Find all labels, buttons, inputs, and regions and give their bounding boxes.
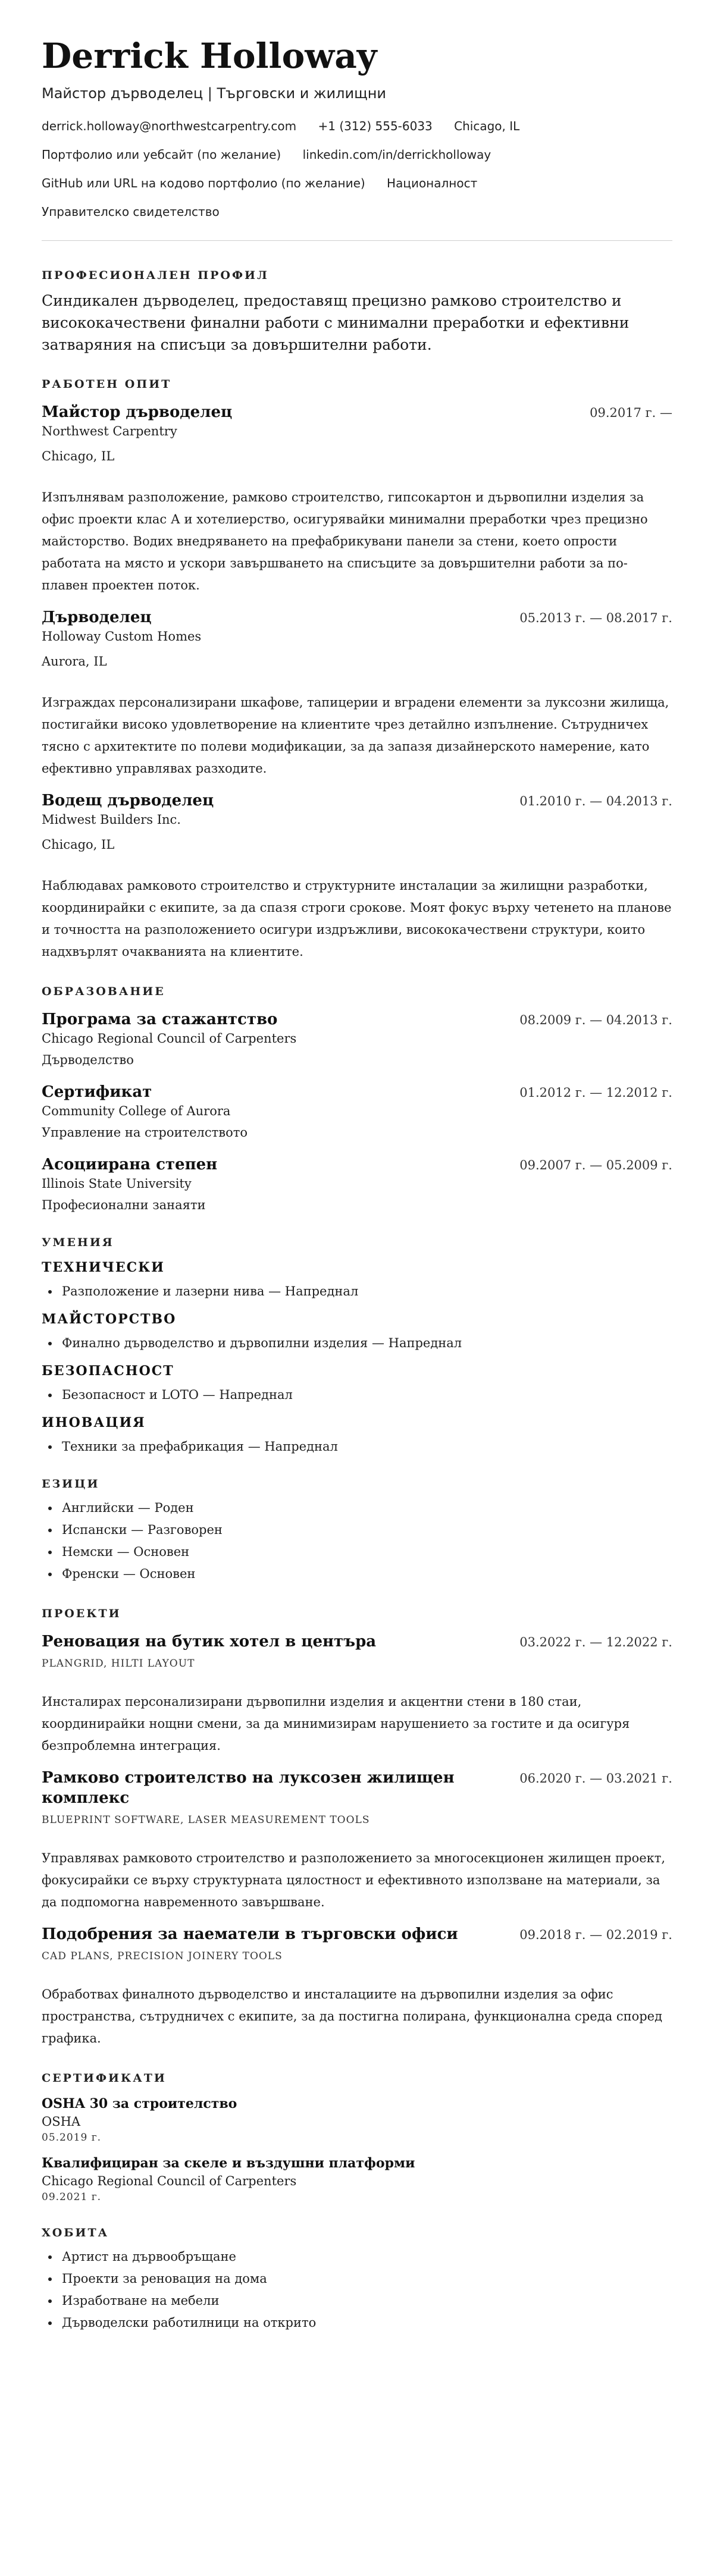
job-title: Водещ дърводелец	[42, 792, 214, 809]
experience-item	[42, 607, 672, 780]
email-link[interactable]: derrick.holloway@northwestcarpentry.com	[42, 119, 297, 133]
language-item: • Немски — Основен	[60, 1541, 672, 1563]
hobby-item: • Артист на дървообръщане	[60, 2246, 672, 2268]
certificates-heading: СЕРТИФИКАТИ	[42, 2072, 167, 2085]
job-location: Chicago, IL	[42, 837, 115, 852]
contact-row-3	[42, 175, 672, 192]
degree-title: Програма за стажантство	[42, 1011, 278, 1028]
skill-item: • Разположение и лазерни нива — Напреднал	[60, 1281, 672, 1303]
language-item: • Английски — Роден	[60, 1497, 672, 1519]
language-item: • Френски — Основен	[60, 1563, 672, 1585]
project-description: Инсталирах персонализирани дървопилни изделия и акцентни стени в 180 стаи, координирайки нощни смени, за да минимизирам нарушението за гостите и да осигуря безпроблемна интеграция.	[42, 1695, 630, 1753]
hobbies-list	[42, 2246, 672, 2334]
certificate-title: Квалифициран за скеле и въздушни платформи	[42, 2155, 415, 2171]
skill-category: ТЕХНИЧЕСКИ	[42, 1260, 165, 1275]
school-name: Chicago Regional Council of Carpenters	[42, 1031, 297, 1046]
experience-item	[42, 790, 672, 963]
certificate-date: 09.2021 г.	[42, 2191, 102, 2203]
experience-heading: РАБОТЕН ОПИТ	[42, 378, 172, 391]
job-title: Майстор дърводелец	[42, 403, 233, 421]
job-title: Дърводелец	[42, 608, 152, 626]
school-name: Illinois State University	[42, 1176, 192, 1191]
degree-title: Асоциирана степен	[42, 1156, 218, 1174]
education-field: Професионални занаяти	[42, 1198, 206, 1212]
location-text: Chicago, IL	[454, 119, 520, 133]
job-date: 05.2013 г. — 08.2017 г.	[519, 611, 672, 625]
education-date: 09.2007 г. — 05.2009 г.	[519, 1158, 672, 1172]
certificate-issuer: OSHA	[42, 2114, 81, 2129]
project-item	[42, 1768, 672, 1913]
github-link[interactable]: GitHub или URL на кодово портфолио (по желание)	[42, 176, 365, 190]
education-item	[42, 1082, 672, 1141]
project-tech: PLANGRID, HILTI LAYOUT	[42, 1658, 195, 1670]
nationality-text: Националност	[387, 176, 478, 190]
project-title: Реновация на бутик хотел в центъра	[42, 1633, 377, 1651]
project-date: 09.2018 г. — 02.2019 г.	[519, 1928, 672, 1942]
linkedin-link[interactable]: linkedin.com/in/derrickholloway	[302, 148, 491, 162]
license-text: Управителско свидетелство	[42, 205, 220, 219]
job-location: Aurora, IL	[42, 654, 107, 669]
skill-list	[42, 1281, 672, 1303]
project-description: Управлявах рамковото строителство и разположението за многосекционен жилищен проект, фокусирайки се върху структурната цялостност и ефективното използване на материали, за да подпомогна навременното завършване.	[42, 1851, 666, 1909]
skill-category: МАЙСТОРСТВО	[42, 1311, 177, 1327]
languages-list	[42, 1497, 672, 1585]
experience-item	[42, 402, 672, 597]
portfolio-link[interactable]: Портфолио или уебсайт (по желание)	[42, 148, 281, 162]
skill-item: • Финално дърводелство и дървопилни изделия — Напреднал	[60, 1332, 672, 1354]
company-name: Midwest Builders Inc.	[42, 812, 181, 827]
certificate-date: 05.2019 г.	[42, 2132, 102, 2144]
skill-item: • Безопасност и LOTO — Напреднал	[60, 1384, 672, 1406]
project-item	[42, 1631, 672, 1757]
certificate-title: OSHA 30 за строителство	[42, 2096, 237, 2111]
phone-text: +1 (312) 555-6033	[318, 119, 433, 133]
project-description: Обработвах финалното дърводелство и инсталациите на дървопилни изделия за офис пространства, сътрудничех с екипите, за да постигна полирана, функционална среда според графика.	[42, 1987, 663, 2045]
certificate-item	[42, 2154, 672, 2204]
project-tech: BLUEPRINT SOFTWARE, LASER MEASUREMENT TOOLS	[42, 1814, 370, 1826]
job-description: Изпълнявам разположение, рамково строителство, гипсокартон и дървопилни изделия за офис проекти клас А и хотелиерство, осигурявайки минимални преработки чрез прецизно майсторство. Водих внедряването на префабрикувани панели за стени, което опрости работата на място и ускори завършването на списъците за довършителни работи за по-плавен проектен поток.	[42, 490, 648, 592]
education-item	[42, 1009, 672, 1069]
project-date: 06.2020 г. — 03.2021 г.	[519, 1771, 672, 1786]
hobbies-heading: ХОБИТА	[42, 2226, 109, 2239]
school-name: Community College of Aurora	[42, 1104, 231, 1118]
project-tech: CAD PLANS, PRECISION JOINERY TOOLS	[42, 1950, 283, 1962]
contact-row-2	[42, 146, 672, 163]
education-item	[42, 1154, 672, 1214]
profile-heading: ПРОФЕСИОНАЛЕН ПРОФИЛ	[42, 269, 269, 282]
job-location: Chicago, IL	[42, 449, 115, 463]
job-date: 01.2010 г. — 04.2013 г.	[519, 794, 672, 808]
education-field: Дърводелство	[42, 1053, 134, 1067]
skill-list	[42, 1436, 672, 1458]
hobby-item: • Дърводелски работилници на открито	[60, 2312, 672, 2334]
company-name: Northwest Carpentry	[42, 424, 177, 438]
company-name: Holloway Custom Homes	[42, 629, 202, 644]
project-title: Подобрения за наематели в търговски офиси	[42, 1925, 458, 1943]
education-heading: ОБРАЗОВАНИЕ	[42, 985, 165, 998]
education-field: Управление на строителството	[42, 1125, 248, 1140]
hobby-item: • Проекти за реновация на дома	[60, 2268, 672, 2290]
candidate-title: Майстор дърводелец | Търговски и жилищни	[42, 85, 386, 102]
skill-category: ИНОВАЦИЯ	[42, 1415, 146, 1430]
skill-category: БЕЗОПАСНОСТ	[42, 1363, 174, 1379]
skill-item: • Техники за префабрикация — Напреднал	[60, 1436, 672, 1458]
project-item	[42, 1924, 672, 2050]
skill-list	[42, 1332, 672, 1354]
certificate-issuer: Chicago Regional Council of Carpenters	[42, 2174, 297, 2188]
job-date: 09.2017 г. —	[590, 406, 672, 420]
contact-row-4	[42, 203, 672, 220]
language-item: • Испански — Разговорен	[60, 1519, 672, 1541]
project-title: Рамково строителство на луксозен жилищен комплекс	[42, 1769, 455, 1807]
languages-heading: ЕЗИЦИ	[42, 1477, 100, 1491]
education-date: 08.2009 г. — 04.2013 г.	[519, 1013, 672, 1027]
job-description: Наблюдавах рамковото строителство и структурните инсталации за жилищни разработки, координирайки с екипите, за да спазя строги срокове. Моят фокус върху четенето на планове и точността на разположението осигури издръжливи, висококачествени структури, които надхвърлят очакванията на клиентите.	[42, 878, 672, 959]
header-divider	[42, 240, 672, 241]
degree-title: Сертификат	[42, 1083, 152, 1101]
profile-summary: Синдикален дърводелец, предоставящ прецизно рамково строителство и висококачествени финални работи с минимални преработки и ефективни затваряния на списъци за довършителни работи.	[42, 292, 630, 353]
project-date: 03.2022 г. — 12.2022 г.	[519, 1635, 672, 1649]
contact-row-1	[42, 118, 672, 134]
skill-list	[42, 1384, 672, 1406]
education-date: 01.2012 г. — 12.2012 г.	[519, 1085, 672, 1100]
projects-heading: ПРОЕКТИ	[42, 1607, 121, 1620]
candidate-name: Derrick Holloway	[42, 36, 377, 76]
certificate-item	[42, 2095, 672, 2145]
skills-heading: УМЕНИЯ	[42, 1236, 114, 1249]
job-description: Изграждах персонализирани шкафове, тапицерии и вградени елементи за луксозни жилища, постигайки високо удовлетворение на клиентите чрез детайлно изпълнение. Сътрудничех тясно с архитектите по полеви модификации, за да запазя дизайнерското намерение, като ефективно управлявах разходите.	[42, 695, 669, 776]
hobby-item: • Изработване на мебели	[60, 2290, 672, 2312]
